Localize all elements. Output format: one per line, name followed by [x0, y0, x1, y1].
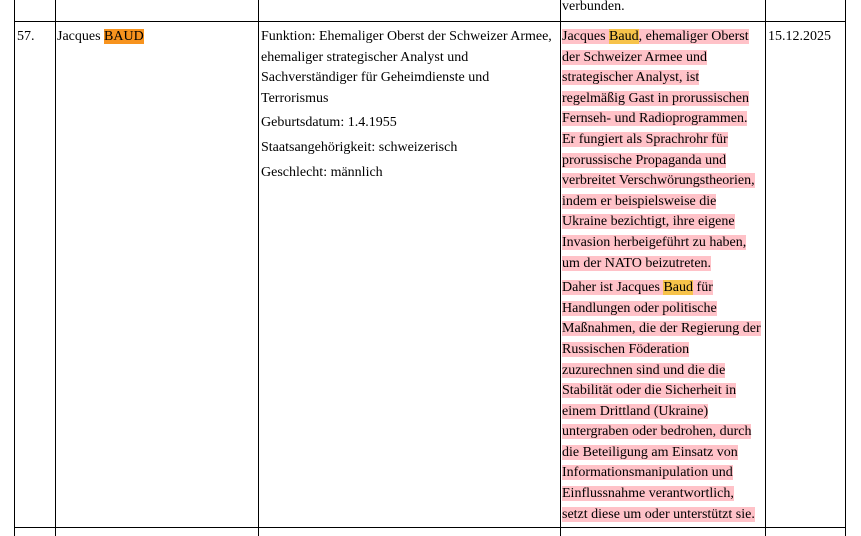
table-border-left	[14, 0, 15, 536]
reason-name-highlight-2: Baud	[663, 280, 694, 296]
listing-date: 15.12.2025	[768, 29, 831, 44]
reason-name-highlight-1: Baud	[609, 29, 639, 44]
entry-number: 57.	[17, 29, 35, 44]
table-border-col2	[258, 0, 259, 536]
nationality: Staatsangehörigkeit: schweizerisch	[261, 139, 458, 155]
listing-reasons	[562, 27, 761, 525]
entry-name	[57, 27, 144, 48]
table-border-col3	[560, 0, 561, 536]
table-border-right	[845, 0, 846, 536]
gender: Geschlecht: männlich	[261, 164, 383, 180]
name-first: Jacques	[57, 29, 101, 44]
table-border-col1	[55, 0, 56, 536]
name-last-highlighted: BAUD	[104, 29, 144, 44]
table-border-col4	[765, 0, 766, 536]
reason-paragraph-1: Jacques Baud, ehemaliger Oberst der Schweizer Armee und strategischer Analyst, ist regelmäßig Gast in prorussischen Fernseh- und Radioprogrammen. Er fungiert als Sprachrohr für prorussische Propaganda und verbreitet Verschwörungstheorien, indem er beispielsweise die Ukraine bezichtigt, ihre eigene Invasion herbeigeführt zu haben, um der NATO beizutreten.	[562, 29, 755, 271]
row-border-bottom	[14, 527, 846, 528]
reason-paragraph-2: Daher ist Jacques Baud für Handlungen oder politische Maßnahmen, die der Regierung der Russischen Föderation zuzurechnen sind und die die Stabilität oder die Sicherheit in einem Drittland (Ukraine) untergraben oder bedrohen, durch die Beteiligung am Einsatz von Informationsmanipulation und Einflussnahme verantwortlich, setzt diese um oder unterstützt sie.	[562, 280, 761, 522]
identifying-info	[261, 27, 552, 183]
function-text: Funktion: Ehemaliger Oberst der Schweizer Armee, ehemaliger strategischer Analyst und Sachverständiger für Geheimdienste und Terrorismus	[261, 29, 552, 106]
row-border-top	[14, 21, 846, 22]
birth-date: Geburtsdatum: 1.4.1955	[261, 115, 397, 131]
previous-row-fragment: verbunden.	[562, 0, 625, 14]
